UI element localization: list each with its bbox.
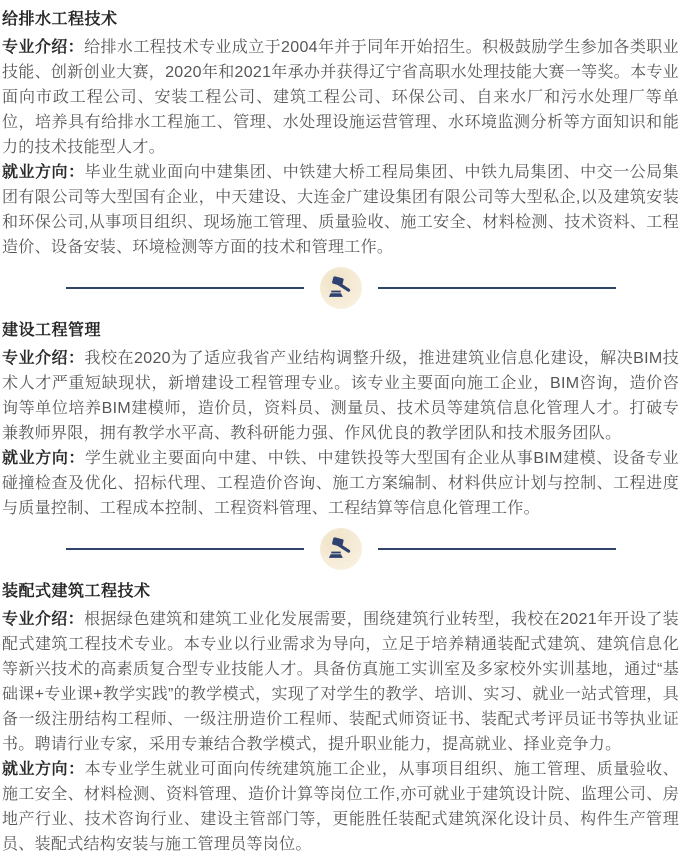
career-paragraph: [2, 160, 679, 260]
career-label: 就业方向：: [2, 164, 85, 181]
section-title: 给排水工程技术: [2, 11, 118, 28]
major-section-construction-management: [2, 318, 679, 521]
career-text: 本专业学生就业可面向传统建筑施工企业，从事项目组织、施工管理、质量验收、施工安全、材料检测、资料管理、造价计算等岗位工作,亦可就业于建筑设计院、监理公司、房地产行业、技术咨询行业、建设主管部门等，更能胜任装配式建筑深化设计员、构件生产管理员、装配式结构安装与施工管理员等岗位。: [2, 761, 679, 853]
intro-label: 专业介绍：: [2, 611, 85, 628]
divider-line-left: [66, 548, 304, 550]
intro-text: 给排水工程技术专业成立于2004年并于同年开始招生。积极鼓励学生参加各类职业技能、创新创业大赛，2020年和2021年承办并获得辽宁省高职水处理技能大赛一等奖。本专业面向市政工程公司、安装工程公司、建筑工程公司、环保公司、自来水厂和污水处理厂等单位，培养具有给排水工程施工、管理、水处理设施运营管理、水环境监测分析等方面知识和能力的技术技能型人才。: [2, 39, 679, 156]
section-divider: [2, 528, 679, 570]
intro-paragraph: [2, 346, 679, 446]
intro-text: 我校在2020为了适应我省产业结构调整升级，推进建筑业信息化建设，解决BIM技术人才严重短缺现状，新增建设工程管理专业。该专业主要面向施工企业，BIM咨询，造价咨询等单位培养BIM建模师，造价员，资料员、测量员、技术员等建筑信息化管理人才。打破专兼教师界限，拥有教学水平高、教科研能力强、作风优良的教学团队和技术服务团队。: [2, 350, 679, 442]
career-paragraph: [2, 446, 679, 521]
career-text: 学生就业主要面向中建、中铁、中建铁投等大型国有企业从事BIM建模、设备专业碰撞检查及优化、招标代理、工程造价咨询、施工方案编制、材料供应计划与控制、工程进度与质量控制、工程成本控制、工程资料管理、工程结算等信息化管理工作。: [2, 450, 679, 517]
section-title: 装配式建筑工程技术: [2, 583, 151, 600]
intro-text: 根据绿色建筑和建筑工业化发展需要，围绕建筑行业转型，我校在2021年开设了装配式建筑工程技术专业。本专业以行业需求为导向，立足于培养精通装配式建筑、建筑信息化等新兴技术的高素质复合型专业技能人才。具备仿真施工实训室及多家校外实训基地，通过“基础课+专业课+教学实践”的教学模式，实现了对学生的教学、培训、实习、就业一站式管理，具备一级注册结构工程师、一级注册造价工程师、装配式师资证书、装配式考评员证书等执业证书。聘请行业专家，采用专兼结合教学模式，提升职业能力，提高就业、择业竞争力。: [2, 611, 679, 753]
intro-label: 专业介绍：: [2, 39, 85, 56]
divider-line-right: [378, 548, 616, 550]
career-text: 毕业生就业面向中建集团、中铁建大桥工程局集团、中铁九局集团、中交一公局集团有限公司等大型国有企业，中天建设、大连金广建设集团有限公司等大型私企,以及建筑安装和环保公司,从事项目组织、现场施工管理、质量验收、施工安全、材料检测、技术资料、工程造价、设备安装、环境检测等方面的技术和管理工作。: [2, 164, 679, 256]
gavel-badge: [320, 528, 362, 570]
divider-line-left: [66, 287, 304, 289]
gavel-icon: [328, 275, 354, 301]
divider-line-right: [378, 287, 616, 289]
major-section-prefabricated-building: [2, 579, 679, 857]
intro-label: 专业介绍：: [2, 350, 85, 367]
gavel-icon: [328, 536, 354, 562]
career-label: 就业方向：: [2, 450, 86, 467]
career-label: 就业方向：: [2, 761, 85, 778]
gavel-badge: [320, 267, 362, 309]
career-paragraph: [2, 757, 679, 857]
section-title: 建设工程管理: [2, 322, 102, 339]
intro-paragraph: [2, 35, 679, 160]
section-divider: [2, 267, 679, 309]
major-section-water-supply: [2, 7, 679, 260]
intro-paragraph: [2, 607, 679, 757]
